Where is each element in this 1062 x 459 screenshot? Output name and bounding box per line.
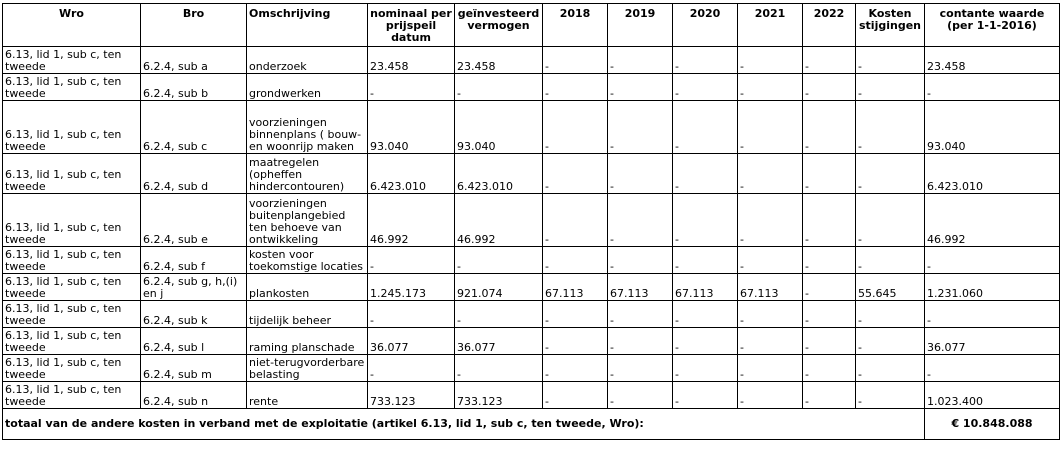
cell-nominaal: 93.040 <box>368 101 455 154</box>
cell-contante: 36.077 <box>925 328 1060 355</box>
cell-wro: 6.13, lid 1, sub c, ten tweede <box>3 274 141 301</box>
cell-nominaal: - <box>368 355 455 382</box>
cell-y2020: - <box>673 194 738 247</box>
header-contante-waarde: contante waarde (per 1-1-2016) <box>925 4 1060 47</box>
cell-omschrijving: niet-terugvorderbare belasting <box>247 355 368 382</box>
cell-y2021: - <box>738 247 803 274</box>
cell-omschrijving: plankosten <box>247 274 368 301</box>
cell-geinvesteerd: 921.074 <box>455 274 543 301</box>
table-row <box>3 382 1060 409</box>
cell-bro: 6.2.4, sub l <box>141 328 247 355</box>
cell-bro: 6.2.4, sub c <box>141 101 247 154</box>
cell-y2020: - <box>673 74 738 101</box>
cell-wro: 6.13, lid 1, sub c, ten tweede <box>3 74 141 101</box>
cell-y2020: - <box>673 101 738 154</box>
cell-y2022: - <box>803 247 856 274</box>
cell-y2022: - <box>803 194 856 247</box>
cell-y2020: - <box>673 382 738 409</box>
cell-omschrijving: tijdelijk beheer <box>247 301 368 328</box>
cell-wro: 6.13, lid 1, sub c, ten tweede <box>3 194 141 247</box>
cell-contante: - <box>925 301 1060 328</box>
cell-contante: 6.423.010 <box>925 154 1060 194</box>
cell-y2021: - <box>738 101 803 154</box>
header-omschrijving: Omschrijving <box>247 4 368 47</box>
cell-y2018: - <box>543 355 608 382</box>
cell-contante: 1.231.060 <box>925 274 1060 301</box>
cell-geinvesteerd: - <box>455 301 543 328</box>
cell-y2018: - <box>543 194 608 247</box>
cell-nominaal: - <box>368 74 455 101</box>
total-value: € 10.848.088 <box>925 409 1060 440</box>
cell-geinvesteerd: 23.458 <box>455 47 543 74</box>
cell-y2019: - <box>608 355 673 382</box>
cell-y2021: - <box>738 47 803 74</box>
cell-kosten: - <box>856 328 925 355</box>
cell-kosten: - <box>856 355 925 382</box>
cell-bro: 6.2.4, sub a <box>141 47 247 74</box>
cell-nominaal: - <box>368 247 455 274</box>
cell-omschrijving: onderzoek <box>247 47 368 74</box>
cell-omschrijving: kosten voor toekomstige locaties <box>247 247 368 274</box>
cell-nominaal: 733.123 <box>368 382 455 409</box>
cell-bro: 6.2.4, sub n <box>141 382 247 409</box>
cell-y2021: - <box>738 194 803 247</box>
cell-y2020: - <box>673 154 738 194</box>
table-row <box>3 247 1060 274</box>
cell-kosten: - <box>856 301 925 328</box>
cell-nominaal: - <box>368 301 455 328</box>
cell-y2020: 67.113 <box>673 274 738 301</box>
cell-kosten: - <box>856 247 925 274</box>
cell-bro: 6.2.4, sub f <box>141 247 247 274</box>
cell-y2019: - <box>608 47 673 74</box>
cell-nominaal: 46.992 <box>368 194 455 247</box>
cell-contante: 1.023.400 <box>925 382 1060 409</box>
table-row <box>3 274 1060 301</box>
cell-wro: 6.13, lid 1, sub c, ten tweede <box>3 101 141 154</box>
cell-kosten: 55.645 <box>856 274 925 301</box>
cell-y2021: - <box>738 382 803 409</box>
cell-y2020: - <box>673 47 738 74</box>
table-row <box>3 101 1060 154</box>
cell-y2019: - <box>608 154 673 194</box>
cell-bro: 6.2.4, sub b <box>141 74 247 101</box>
cell-y2018: 67.113 <box>543 274 608 301</box>
cell-omschrijving: voorzieningen binnenplans ( bouw-en woonrijp maken <box>247 101 368 154</box>
header-wro: Wro <box>3 4 141 47</box>
cell-bro: 6.2.4, sub e <box>141 194 247 247</box>
cell-wro: 6.13, lid 1, sub c, ten tweede <box>3 247 141 274</box>
cell-wro: 6.13, lid 1, sub c, ten tweede <box>3 328 141 355</box>
cell-y2021: - <box>738 154 803 194</box>
cell-y2019: - <box>608 301 673 328</box>
cell-omschrijving: rente <box>247 382 368 409</box>
header-bro: Bro <box>141 4 247 47</box>
cell-kosten: - <box>856 382 925 409</box>
cell-y2019: - <box>608 382 673 409</box>
cell-y2018: - <box>543 382 608 409</box>
cell-wro: 6.13, lid 1, sub c, ten tweede <box>3 301 141 328</box>
table-row <box>3 301 1060 328</box>
cell-kosten: - <box>856 194 925 247</box>
header-nominaal: nominaal per prijspeil datum <box>368 4 455 47</box>
cell-wro: 6.13, lid 1, sub c, ten tweede <box>3 154 141 194</box>
cell-nominaal: 23.458 <box>368 47 455 74</box>
table-row <box>3 355 1060 382</box>
cell-geinvesteerd: 93.040 <box>455 101 543 154</box>
cell-y2020: - <box>673 355 738 382</box>
cell-contante: - <box>925 74 1060 101</box>
header-2018: 2018 <box>543 4 608 47</box>
total-row <box>3 409 1060 440</box>
cell-y2018: - <box>543 301 608 328</box>
cell-y2019: - <box>608 101 673 154</box>
cell-contante: - <box>925 247 1060 274</box>
cell-y2018: - <box>543 74 608 101</box>
cell-geinvesteerd: - <box>455 355 543 382</box>
cell-geinvesteerd: - <box>455 74 543 101</box>
cell-y2020: - <box>673 301 738 328</box>
cell-geinvesteerd: 733.123 <box>455 382 543 409</box>
table-row <box>3 328 1060 355</box>
cell-y2018: - <box>543 47 608 74</box>
cell-omschrijving: maatregelen (opheffen hindercontouren) <box>247 154 368 194</box>
cell-y2019: - <box>608 194 673 247</box>
header-geinvesteerd: geïnvesteerd vermogen <box>455 4 543 47</box>
cell-y2018: - <box>543 328 608 355</box>
cell-omschrijving: voorzieningen buitenplangebied ten behoeve van ontwikkeling <box>247 194 368 247</box>
total-label: totaal van de andere kosten in verband met de exploitatie (artikel 6.13, lid 1, sub c, ten tweede, Wro): <box>3 409 925 440</box>
table-row <box>3 194 1060 247</box>
cell-y2019: 67.113 <box>608 274 673 301</box>
cell-bro: 6.2.4, sub g, h,(i) en j <box>141 274 247 301</box>
header-2022: 2022 <box>803 4 856 47</box>
table-row <box>3 154 1060 194</box>
cell-kosten: - <box>856 154 925 194</box>
cell-y2020: - <box>673 247 738 274</box>
table-body <box>3 47 1060 409</box>
cell-wro: 6.13, lid 1, sub c, ten tweede <box>3 47 141 74</box>
cell-y2018: - <box>543 247 608 274</box>
cell-wro: 6.13, lid 1, sub c, ten tweede <box>3 382 141 409</box>
header-2021: 2021 <box>738 4 803 47</box>
cell-y2022: - <box>803 301 856 328</box>
cell-kosten: - <box>856 47 925 74</box>
cell-y2022: - <box>803 74 856 101</box>
cell-bro: 6.2.4, sub k <box>141 301 247 328</box>
cell-omschrijving: raming planschade <box>247 328 368 355</box>
header-2020: 2020 <box>673 4 738 47</box>
cell-nominaal: 6.423.010 <box>368 154 455 194</box>
cell-y2022: - <box>803 101 856 154</box>
header-2019: 2019 <box>608 4 673 47</box>
cell-omschrijving: grondwerken <box>247 74 368 101</box>
cell-contante: 46.992 <box>925 194 1060 247</box>
cell-y2019: - <box>608 247 673 274</box>
cell-y2022: - <box>803 328 856 355</box>
cell-wro: 6.13, lid 1, sub c, ten tweede <box>3 355 141 382</box>
cell-y2022: - <box>803 274 856 301</box>
cell-y2022: - <box>803 47 856 74</box>
cell-y2019: - <box>608 74 673 101</box>
cell-nominaal: 36.077 <box>368 328 455 355</box>
cell-nominaal: 1.245.173 <box>368 274 455 301</box>
table-row <box>3 47 1060 74</box>
cell-contante: - <box>925 355 1060 382</box>
cell-y2021: 67.113 <box>738 274 803 301</box>
cell-bro: 6.2.4, sub m <box>141 355 247 382</box>
table-row <box>3 74 1060 101</box>
cell-y2021: - <box>738 74 803 101</box>
cell-bro: 6.2.4, sub d <box>141 154 247 194</box>
cell-y2022: - <box>803 355 856 382</box>
cell-contante: 93.040 <box>925 101 1060 154</box>
cell-geinvesteerd: 36.077 <box>455 328 543 355</box>
cell-geinvesteerd: 46.992 <box>455 194 543 247</box>
cell-kosten: - <box>856 74 925 101</box>
header-kosten-stijgingen: Kosten stijgingen <box>856 4 925 47</box>
cell-y2021: - <box>738 301 803 328</box>
cell-y2022: - <box>803 154 856 194</box>
cell-y2020: - <box>673 328 738 355</box>
cell-y2022: - <box>803 382 856 409</box>
cell-y2018: - <box>543 154 608 194</box>
exploitation-costs-table <box>2 3 1060 440</box>
cell-contante: 23.458 <box>925 47 1060 74</box>
cell-geinvesteerd: - <box>455 247 543 274</box>
cell-y2021: - <box>738 355 803 382</box>
cell-y2018: - <box>543 101 608 154</box>
cell-geinvesteerd: 6.423.010 <box>455 154 543 194</box>
cell-y2019: - <box>608 328 673 355</box>
header-row <box>3 4 1060 47</box>
cell-kosten: - <box>856 101 925 154</box>
cell-y2021: - <box>738 328 803 355</box>
